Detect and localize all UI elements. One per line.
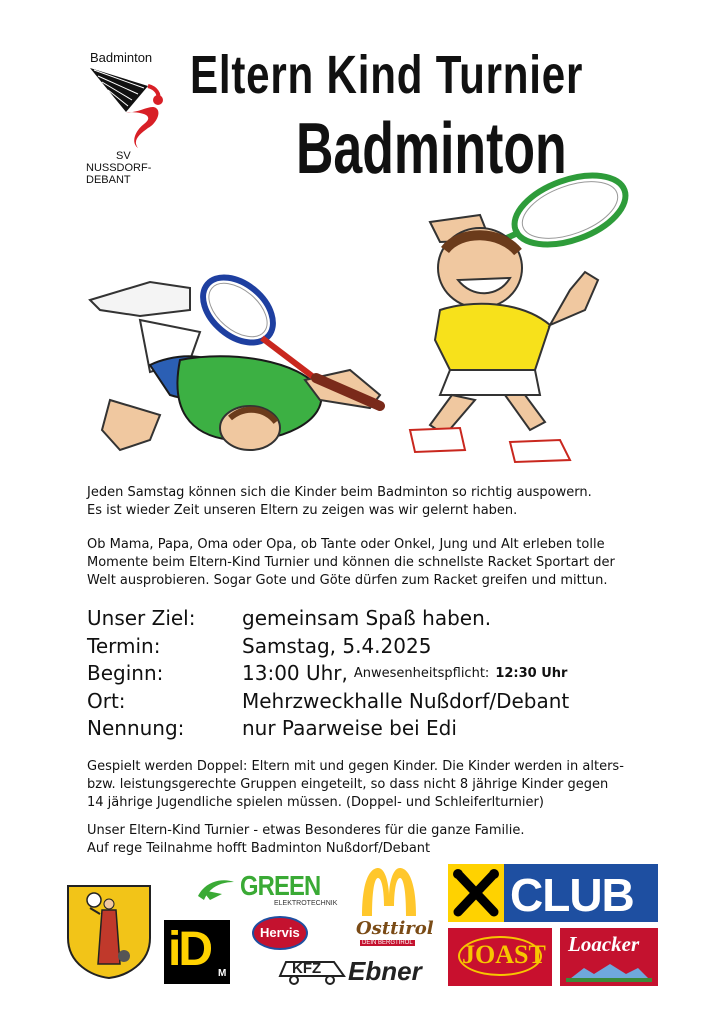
format-paragraph <box>87 758 639 812</box>
raiffeisen-gable-badge <box>448 864 504 922</box>
detail-start <box>87 660 569 688</box>
location-value: Mehrzweckhalle Nußdorf/Debant <box>242 688 570 713</box>
logo-top-text: Badminton <box>90 50 153 65</box>
closing-line2: Auf rege Teilnahme hofft Badminton Nußdorf/Debant <box>87 841 431 856</box>
logo-place-line1: NUSSDORF- <box>86 162 152 174</box>
goal-value: gemeinsam Spaß haben. <box>242 606 492 630</box>
ebner-text: Ebner <box>348 956 422 986</box>
coat-of-arms-logo <box>66 884 152 980</box>
green-text: GREEN <box>240 870 321 901</box>
start-value: 13:00 Uhr, <box>242 661 348 685</box>
mcdonalds-logo <box>358 866 420 918</box>
loacker-logo <box>560 928 658 986</box>
joast-logo <box>448 928 552 986</box>
description-line3: Welt ausprobieren. Sogar Gote und Göte dürfen zum Racket greifen und mittun. <box>87 573 608 588</box>
intro-line1: Jeden Samstag können sich die Kinder beim Badminton so richtig auspowern. <box>87 485 592 500</box>
title-line2: Badminton <box>296 109 567 189</box>
closing-paragraph <box>87 822 647 858</box>
closing-line1: Unser Eltern-Kind Turnier - etwas Besonderes für die ganze Familie. <box>87 823 525 838</box>
description-line2: Momente beim Eltern-Kind Turnier und können die schnellste Racket Sportart der <box>87 555 615 570</box>
hervis-logo <box>252 916 308 950</box>
title-line1: Eltern Kind Turnier <box>190 45 584 105</box>
kfz-text: KFZ <box>292 960 322 977</box>
logo-sv-text: SV <box>116 150 131 162</box>
osttirol-text: Osttirol <box>356 918 434 939</box>
falling-player-drawing <box>90 264 380 450</box>
club-text: CLUB <box>510 869 634 921</box>
raiffeisen-crossed-horses-icon <box>448 864 504 922</box>
description-line1: Ob Mama, Papa, Oma oder Opa, ob Tante oder Onkel, Jung und Alt erleben tolle <box>87 537 605 552</box>
mountain-icon <box>566 962 652 982</box>
registration-value: nur Paarweise bei Edi <box>242 716 457 740</box>
badminton-players-illustration <box>80 160 680 470</box>
format-line1: Gespielt werden Doppel: Eltern mit und gegen Kinder. Die Kinder werden in alters- <box>87 759 624 774</box>
attendance-label: Anwesenheitspflicht: <box>353 666 490 681</box>
green-subtext: ELEKTROTECHNIK <box>274 900 338 907</box>
format-line2: bzw. leistungsgerechte Gruppen eingeteilt, so dass nicht 8 jährige Kinder gegen <box>87 777 609 792</box>
joast-text: JOAST <box>462 940 546 969</box>
osttirol-subtext: DEIN BERGTIROL <box>362 940 413 946</box>
intro-paragraph <box>87 484 647 520</box>
date-label: Termin: <box>87 633 161 658</box>
intro-line2: Es ist wieder Zeit unseren Eltern zu zeigen was wir gelernt haben. <box>87 503 518 518</box>
green-swoosh-icon <box>196 876 236 902</box>
badminton-shuttlecock-icon <box>86 64 186 154</box>
hervis-text: Hervis <box>260 925 300 940</box>
detail-date <box>87 633 569 661</box>
loacker-text: Loacker <box>568 932 640 956</box>
idm-logo <box>164 920 230 984</box>
start-label: Beginn: <box>87 661 164 685</box>
detail-location <box>87 688 569 716</box>
location-label: Ort: <box>87 688 126 713</box>
detail-goal <box>87 605 569 633</box>
logo-place-line2: DEBANT <box>86 174 131 186</box>
event-details <box>87 605 569 743</box>
goal-label: Unser Ziel: <box>87 606 196 630</box>
raiffeisen-club-logo <box>448 864 658 922</box>
format-line3: 14 jährige Jugendliche spielen müssen. (Doppel- und Schleiferlturnier) <box>87 795 544 810</box>
attendance-value: 12:30 Uhr <box>495 666 568 681</box>
green-sponsor-logo <box>196 868 336 914</box>
description-paragraph <box>87 536 647 590</box>
osttirol-logo <box>352 918 432 952</box>
idm-text: iD <box>168 923 210 976</box>
kfz-ebner-logo <box>276 954 436 988</box>
registration-label: Nennung: <box>87 716 185 740</box>
standing-player-drawing <box>410 162 635 462</box>
idm-subtext: M <box>218 968 227 979</box>
detail-registration <box>87 715 569 743</box>
date-value: Samstag, 5.4.2025 <box>242 633 432 658</box>
